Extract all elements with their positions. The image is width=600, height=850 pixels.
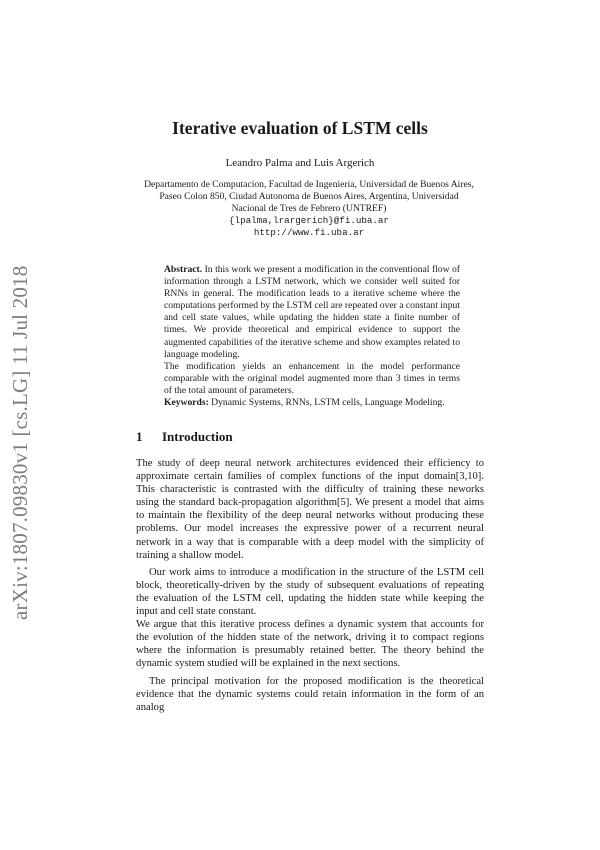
body-paragraph: The principal motivation for the proposed modification is the theoretical evidence that the dynamic systems could retain information in the form of an analog — [136, 675, 484, 713]
keywords-block — [164, 397, 464, 409]
keywords-text: Dynamic Systems, RNNs, LSTM cells, Language Modeling. — [211, 397, 445, 408]
affiliation-line: Departamento de Computacion, Facultad de Ingenieria, Universidad de Buenos Aires, — [144, 179, 474, 190]
affiliation-line: Paseo Colon 850, Ciudad Autonoma de Buenos Aires, Argentina, Universidad — [159, 191, 459, 202]
institution-url[interactable]: http://www.fi.uba.ar — [253, 227, 365, 238]
body-paragraph: The study of deep neural network architectures evidenced their efficiency to approximate certain families of complex functions of the input domain[3,10]. This characteristic is contrasted with the difficulty of training these neworks using the standard back-propagation algorithm[5]. We present a model that aims to maintain the flexibility of the deep neural networks without producing these problems. Our model increases the expressive power of a recurrent neural network in a way that is comparable with a deep model with the simplicity of training a shallow model. — [136, 458, 484, 561]
introduction-body — [136, 457, 484, 714]
abstract-block — [164, 264, 460, 397]
body-paragraph: Our work aims to introduce a modification in the structure of the LSTM cell block, theoretically-driven by the study of subsequent evaluations of repeating the evaluation of the LSTM cell, updating the hidden state while keeping the input and cell state constant. — [136, 566, 484, 618]
abstract-paragraph — [164, 264, 460, 361]
paper-title: Iterative evaluation of LSTM cells — [172, 118, 428, 138]
affiliation-block — [120, 179, 498, 239]
keywords-label: Keywords: — [164, 397, 209, 408]
abstract-paragraph-2: The modification yields an enhancement in the model performance comparable with the original model augmented more than 3 times in terms of the total amount of parameters. — [164, 360, 460, 396]
abstract-label: Abstract. — [164, 264, 203, 275]
body-paragraph: We argue that this iterative process defines a dynamic system that accounts for the evolution of the hidden state of the network, driving it to compact regions where the information is presumably retained better. The theory behind the dynamic system studied will be explained in the next sections. — [136, 619, 484, 670]
arxiv-identifier-stamp: arXiv:1807.09830v1 [cs.LG] 11 Jul 2018 — [8, 265, 32, 620]
author-email: {lpalma,lrargerich}@fi.uba.ar — [229, 215, 389, 226]
section-heading — [136, 429, 233, 445]
paper-authors: Leandro Palma and Luis Argerich — [225, 157, 375, 169]
section-number: 1 — [136, 429, 143, 444]
affiliation-line: Nacional de Tres de Febrero (UNTREF) — [231, 203, 387, 214]
section-title: Introduction — [162, 429, 233, 444]
abstract-text: In this work we present a modification in the conventional flow of information through a LSTM network, which we consider well suited for RNNs in general. The modification leads to a iterative scheme where the computations performed by the LSTM cell are repeated over a constant input and cell state values, while updating the hidden state a finite number of times. We provide theoretical and empirical evidence to support the augmented capabilities of the iterative scheme and show examples related to language modeling. — [164, 264, 461, 360]
